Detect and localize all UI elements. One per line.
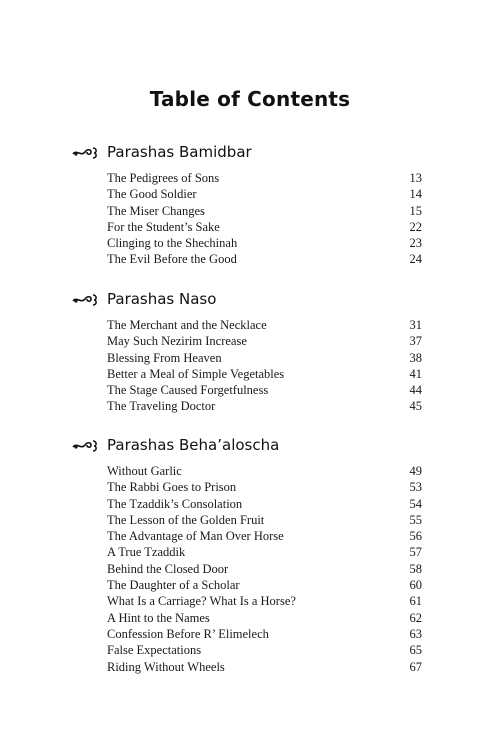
- entry-title: False Expectations: [107, 643, 202, 658]
- entry-title: Behind the Closed Door: [107, 561, 229, 576]
- toc-entry: [107, 203, 422, 219]
- entry-title: Confession Before R’ Elimelech: [107, 626, 269, 641]
- entry-title: The Traveling Doctor: [107, 399, 216, 414]
- entry-page-number: 58: [409, 561, 422, 576]
- toc-entry: [107, 659, 422, 675]
- section-heading: Parashas Bamidbar: [107, 143, 252, 161]
- entry-title: What Is a Carriage? What Is a Horse?: [107, 594, 296, 609]
- entry-page-number: 13: [409, 171, 422, 185]
- toc-entry: [107, 577, 422, 593]
- entry-page-number: 45: [409, 399, 422, 414]
- entry-page-number: 31: [409, 318, 422, 332]
- entry-page-number: 61: [409, 594, 422, 609]
- entry-page-number: 14: [409, 187, 422, 202]
- entry-page-number: 22: [409, 219, 422, 234]
- entry-list: [107, 463, 422, 675]
- entry-list: [107, 317, 422, 415]
- entry-title: A Hint to the Names: [107, 610, 210, 625]
- entry-title: The Stage Caused Forgetfulness: [107, 383, 269, 398]
- entry-page-number: 67: [409, 659, 422, 674]
- entry-page-number: 15: [409, 203, 422, 218]
- ornament-icon: [72, 292, 100, 306]
- entry-title: The Advantage of Man Over Horse: [107, 529, 284, 544]
- section-naso: [72, 289, 422, 414]
- entry-title: The Evil Before the Good: [107, 252, 237, 267]
- entry-page-number: 41: [409, 366, 422, 381]
- entry-title: The Good Soldier: [107, 187, 197, 202]
- entry-title: The Pedigrees of Sons: [107, 171, 220, 185]
- entry-title: The Tzaddik’s Consolation: [107, 496, 243, 511]
- toc-entry: [107, 479, 422, 495]
- toc-entry: [107, 561, 422, 577]
- entry-title: Blessing From Heaven: [107, 350, 222, 365]
- entry-page-number: 53: [409, 480, 422, 495]
- toc-entry: [107, 350, 422, 366]
- toc-entry: [107, 642, 422, 658]
- entry-page-number: 24: [409, 252, 422, 267]
- toc-entry: [107, 593, 422, 609]
- entry-title: May Such Nezirim Increase: [107, 334, 247, 349]
- toc-entry: [107, 544, 422, 560]
- toc-entry: [107, 496, 422, 512]
- entry-page-number: 55: [409, 512, 422, 527]
- entry-page-number: 60: [409, 578, 422, 593]
- entry-page-number: 62: [409, 610, 422, 625]
- entry-list: [107, 170, 422, 268]
- entry-title: For the Student’s Sake: [107, 219, 220, 234]
- entry-title: Better a Meal of Simple Vegetables: [107, 366, 285, 381]
- ornament-icon: [72, 438, 100, 452]
- toc-entry: [107, 382, 422, 398]
- entry-page-number: 44: [409, 383, 422, 398]
- toc-entry: [107, 626, 422, 642]
- entry-page-number: 37: [409, 334, 422, 349]
- entry-title: The Miser Changes: [107, 203, 205, 218]
- toc-entry: [107, 235, 422, 251]
- entry-page-number: 49: [409, 464, 422, 478]
- section-bamidbar: [72, 142, 422, 267]
- entry-title: Riding Without Wheels: [107, 659, 225, 674]
- entry-title: The Lesson of the Golden Fruit: [107, 512, 265, 527]
- section-heading: Parashas Beha’aloscha: [107, 436, 280, 454]
- toc-entry: [107, 219, 422, 235]
- toc-entry: [107, 186, 422, 202]
- toc-entry: [107, 170, 422, 186]
- entry-title: Without Garlic: [107, 464, 182, 478]
- entry-title: Clinging to the Shechinah: [107, 236, 238, 251]
- section-behaaloscha: [72, 435, 422, 674]
- entry-title: The Rabbi Goes to Prison: [107, 480, 237, 495]
- toc-entry: [107, 610, 422, 626]
- section-heading: Parashas Naso: [107, 290, 217, 308]
- entry-page-number: 54: [409, 496, 422, 511]
- ornament-icon: [72, 145, 100, 159]
- toc-entry: [107, 333, 422, 349]
- entry-page-number: 38: [409, 350, 422, 365]
- entry-page-number: 57: [409, 545, 422, 560]
- entry-title: The Daughter of a Scholar: [107, 578, 240, 593]
- toc-entry: [107, 251, 422, 267]
- toc-entry: [107, 398, 422, 414]
- toc-entry: [107, 463, 422, 479]
- entry-page-number: 63: [409, 626, 422, 641]
- entry-title: A True Tzaddik: [107, 545, 186, 560]
- entry-page-number: 65: [409, 643, 422, 658]
- entry-title: The Merchant and the Necklace: [107, 318, 267, 332]
- toc-entry: [107, 317, 422, 333]
- toc-entry: [107, 512, 422, 528]
- entry-page-number: 56: [409, 529, 422, 544]
- entry-page-number: 23: [409, 236, 422, 251]
- toc-entry: [107, 528, 422, 544]
- toc-entry: [107, 366, 422, 382]
- page-title: Table of Contents: [149, 87, 351, 111]
